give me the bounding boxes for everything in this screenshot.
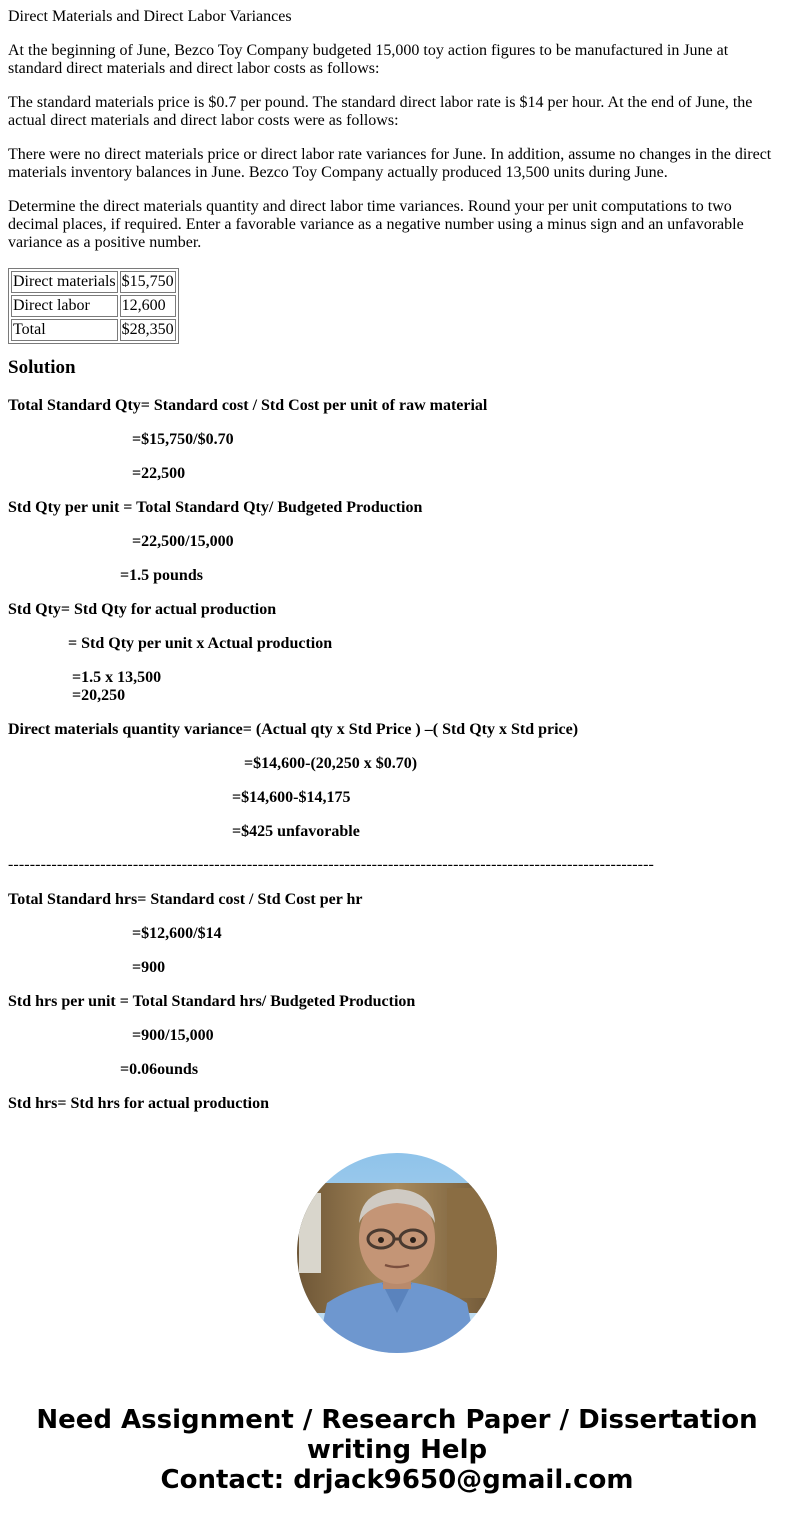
solution-line: =900: [132, 959, 166, 976]
solution-line: =1.5 pounds: [120, 567, 203, 584]
table-cell-value: $15,750: [120, 271, 176, 293]
table-cell-value: $28,350: [120, 319, 176, 341]
author-avatar: [297, 1153, 497, 1353]
question-paragraph: At the beginning of June, Bezco Toy Company budgeted 15,000 toy action figures to be manufactured in June at standard direct materials and direct labor costs as follows:: [8, 42, 729, 77]
solution-line: = Std Qty per unit x Actual production: [68, 635, 333, 652]
solution-line: =$425 unfavorable: [232, 823, 360, 840]
solution-line: Std hrs per unit = Total Standard hrs/ Budgeted Production: [8, 993, 416, 1010]
solution-line: Total Standard hrs= Standard cost / Std Cost per hr: [8, 891, 363, 908]
cost-table: [8, 268, 179, 344]
solution-line: Total Standard Qty= Standard cost / Std Cost per unit of raw material: [8, 397, 488, 414]
table-row: [11, 295, 176, 317]
promo-line-1: Need Assignment / Research Paper / Dissertation writing Help: [36, 1405, 758, 1465]
table-cell-value: 12,600: [120, 295, 176, 317]
solution-line: =0.06ounds: [120, 1061, 199, 1078]
solution-line: =$14,600-(20,250 x $0.70): [244, 755, 418, 772]
question-title: Direct Materials and Direct Labor Variances: [8, 8, 292, 25]
solution-line: Direct materials quantity variance= (Actual qty x Std Price ) –( Std Qty x Std price): [8, 721, 579, 738]
solution-line: =22,500/15,000: [132, 533, 234, 550]
solution-line: Std hrs= Std hrs for actual production: [8, 1095, 270, 1112]
table-cell-label: Total: [11, 319, 118, 341]
table-row: [11, 319, 176, 341]
solution-heading: Solution: [8, 357, 76, 378]
question-paragraph: The standard materials price is $0.7 per pound. The standard direct labor rate is $14 per hour. At the end of June, the actual direct materials and direct labor costs were as follows:: [8, 94, 753, 129]
table-row: [11, 271, 176, 293]
table-cell-label: Direct materials: [11, 271, 118, 293]
solution-line: Std Qty per unit = Total Standard Qty/ Budgeted Production: [8, 499, 423, 516]
solution-line: =$15,750/$0.70: [132, 431, 234, 448]
solution-line: =22,500: [132, 465, 186, 482]
solution-line: Std Qty= Std Qty for actual production: [8, 601, 277, 618]
solution-line: =$14,600-$14,175: [232, 789, 351, 806]
question-paragraph: Determine the direct materials quantity and direct labor time variances. Round your per unit computations to two decimal places, if required. Enter a favorable variance as a negative number using a minus sign and an unfavorable variance as a positive number.: [8, 198, 744, 251]
promo-contact: Contact: drjack9650@gmail.com: [160, 1465, 634, 1495]
solution-line: =$12,600/$14: [132, 925, 222, 942]
table-cell-label: Direct labor: [11, 295, 118, 317]
promo-banner: [0, 1405, 794, 1495]
question-paragraph: There were no direct materials price or direct labor rate variances for June. In addition, assume no changes in the direct materials inventory balances in June. Bezco Toy Company actually produced 13,500 units during June.: [8, 146, 772, 181]
solution-line: =900/15,000: [132, 1027, 214, 1044]
section-divider: -----------------------------------------------------------------------------------------------------------------------: [8, 856, 654, 873]
solution-line: =20,250: [72, 687, 126, 704]
solution-line: =1.5 x 13,500: [72, 669, 162, 686]
person-photo-icon: [297, 1153, 497, 1353]
